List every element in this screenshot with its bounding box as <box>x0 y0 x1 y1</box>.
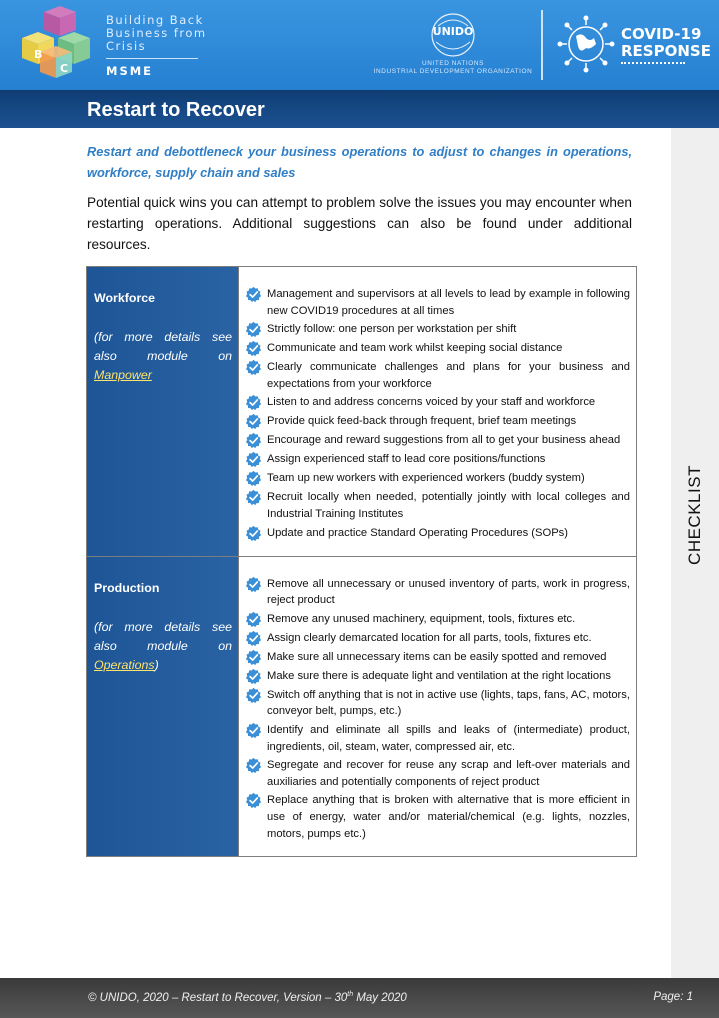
checklist-item <box>245 668 630 685</box>
checklist-item <box>245 757 630 790</box>
checklist-item <box>245 359 630 392</box>
check-badge-icon <box>245 340 262 357</box>
section-note-module-line <box>94 656 232 675</box>
section-row-production <box>87 557 636 857</box>
intro-paragraph: Potential quick wins you can attempt to problem solve the issues you may encounter when restarting operations. Additional suggestions can also be found under additional resources. <box>87 195 632 252</box>
check-badge-icon <box>245 321 262 338</box>
checklist-table <box>86 266 637 857</box>
checklist-item-text: Identify and eliminate all spills and leaks of (intermediate) product, ingredients, oil, steam, water, compressed air, etc. <box>267 723 630 753</box>
checklist-item-text: Communicate and team work whilst keeping social distance <box>267 342 563 355</box>
check-badge-icon <box>245 576 262 593</box>
unido-sub-line-1: UNITED NATIONS <box>422 60 484 67</box>
checklist-item <box>245 470 630 487</box>
checklist-item <box>245 525 630 542</box>
check-badge-icon <box>245 757 262 774</box>
checklist-item-text: Assign clearly demarcated location for all parts, tools, fixtures etc. <box>267 631 592 644</box>
checklist-item-text: Management and supervisors at all levels to lead by example in following new COVID19 procedures at all times <box>267 288 630 317</box>
check-badge-icon <box>245 394 262 411</box>
header-divider <box>541 10 543 80</box>
title-band <box>0 90 719 128</box>
header-banner <box>0 0 719 90</box>
section-title: Workforce <box>94 291 156 305</box>
unido-subtitle <box>372 60 534 76</box>
section-note <box>94 618 232 675</box>
covid-globe <box>556 14 616 74</box>
section-note-module-line <box>94 366 232 385</box>
checklist-item-text: Strictly follow: one person per workstation per shift <box>267 323 517 336</box>
check-badge-icon <box>245 489 262 506</box>
checklist-item-text: Team up new workers with experienced workers (buddy system) <box>267 472 585 485</box>
checklist-item <box>245 611 630 628</box>
checklist-item-text: Assign experienced staff to lead core positions/functions <box>267 453 546 466</box>
covid-line-2: RESPONSE <box>621 42 711 60</box>
checklist-item-text: Make sure there is adequate light and ventilation at the right locations <box>267 669 611 682</box>
check-badge-icon <box>245 687 262 704</box>
section-note <box>94 328 232 385</box>
check-badge-icon <box>245 630 262 647</box>
checklist-item-text: Update and practice Standard Operating Procedures (SOPs) <box>267 526 568 539</box>
checklist-item <box>245 687 630 720</box>
section-title: Production <box>94 580 160 595</box>
checklist-item <box>245 413 630 430</box>
cube-letter-b: B <box>34 48 43 61</box>
checklist-item-text: Segregate and recover for reuse any scrap and left-over materials and auxiliaries and potentially components of reject product <box>267 759 630 788</box>
bbb-underline <box>106 58 198 59</box>
page-footer <box>0 978 719 1018</box>
check-badge-icon <box>245 792 262 809</box>
footer-copyright-suffix: May 2020 <box>353 991 407 1004</box>
section-note-suffix: ) <box>154 657 159 672</box>
check-badge-icon <box>245 286 262 303</box>
footer-copyright <box>88 991 407 1004</box>
check-badge-icon <box>245 451 262 468</box>
checklist-item-text: Listen to and address concerns voiced by your staff and workforce <box>267 396 596 409</box>
checklist-side-label: CHECKLIST <box>685 465 704 565</box>
checklist-item-text: Recruit locally when needed, potentially jointly with local colleges and Industrial Training Institutes <box>267 491 630 520</box>
checklist-item <box>245 321 630 338</box>
checklist-item-text: Remove any unused machinery, equipment, tools, fixtures etc. <box>267 612 576 625</box>
check-badge-icon <box>245 611 262 628</box>
covid-line-1: COVID-19 <box>621 25 702 43</box>
checklist-item-text: Make sure all unnecessary items can be easily spotted and removed <box>267 650 607 663</box>
checklist-item-text: Switch off anything that is not in active use (lights, taps, fans, AC, motors, conveyor belt, pumps, etc.) <box>267 688 630 718</box>
checklist-item <box>245 394 630 411</box>
bbb-cube-logo <box>14 6 98 86</box>
bbb-line-1: Building Back <box>106 13 204 27</box>
checklist-item <box>245 649 630 666</box>
checklist-item <box>245 722 630 755</box>
checklist-item <box>245 576 630 609</box>
checklist-item <box>245 451 630 468</box>
checklist-item-text: Replace anything that is broken with alternative that is more efficient in use of energy, water and/or material/chemical (e.g. lights, nozzles, motors, pumps etc.) <box>267 794 630 840</box>
unido-wordmark: UNIDO <box>432 25 474 38</box>
msme-label: MSME <box>106 64 154 78</box>
page-subtitle: Restart and debottleneck your business operations to adjust to changes in operations, workforce, supply chain and sales <box>87 144 632 180</box>
page-title: Restart to Recover <box>87 99 265 121</box>
check-badge-icon <box>245 432 262 449</box>
checklist-item <box>245 792 630 842</box>
section-row-workforce <box>87 267 636 557</box>
module-link-operations[interactable]: Operations <box>94 657 155 672</box>
cube-letter-c: C <box>60 62 69 75</box>
section-items-cell <box>239 267 636 556</box>
footer-copyright-sup: th <box>347 991 354 998</box>
footer-copyright-prefix: © UNIDO, 2020 – Restart to Recover, Version – 30 <box>88 991 348 1004</box>
checklist-item <box>245 340 630 357</box>
bbb-wordmark <box>106 14 207 53</box>
unido-sub-line-2: INDUSTRIAL DEVELOPMENT ORGANIZATION <box>373 68 533 75</box>
check-badge-icon <box>245 668 262 685</box>
checklist-item-text: Encourage and reward suggestions from all to get your business ahead <box>267 434 621 447</box>
check-badge-icon <box>245 525 262 542</box>
section-header-cell <box>87 557 239 857</box>
check-badge-icon <box>245 649 262 666</box>
bbb-line-2: Business from <box>106 26 207 40</box>
check-badge-icon <box>245 722 262 739</box>
section-note-text: (for more details see also module on <box>94 330 232 363</box>
section-note-text: (for more details see also module on <box>94 619 232 653</box>
checklist-item <box>245 489 630 522</box>
checklist-item-text: Provide quick feed-back through frequent, brief team meetings <box>267 415 577 428</box>
check-badge-icon <box>245 470 262 487</box>
check-badge-icon <box>245 413 262 430</box>
covid-response-wordmark <box>621 26 711 60</box>
checklist-item <box>245 432 630 449</box>
checklist-item <box>245 286 630 319</box>
covid-dotted-rule <box>621 62 685 64</box>
checklist-item <box>245 630 630 647</box>
checklist-item-text: Clearly communicate challenges and plans for your business and expectations from your workforce <box>267 361 630 390</box>
section-items-cell <box>239 557 636 857</box>
bbb-line-3: Crisis <box>106 39 147 53</box>
module-link-manpower[interactable]: Manpower <box>94 368 152 382</box>
section-header-cell <box>87 267 239 556</box>
checklist-item-text: Remove all unnecessary or unused inventory of parts, work in progress, reject product <box>267 577 630 607</box>
check-badge-icon <box>245 359 262 376</box>
footer-page-number: Page: 1 <box>653 991 693 1003</box>
